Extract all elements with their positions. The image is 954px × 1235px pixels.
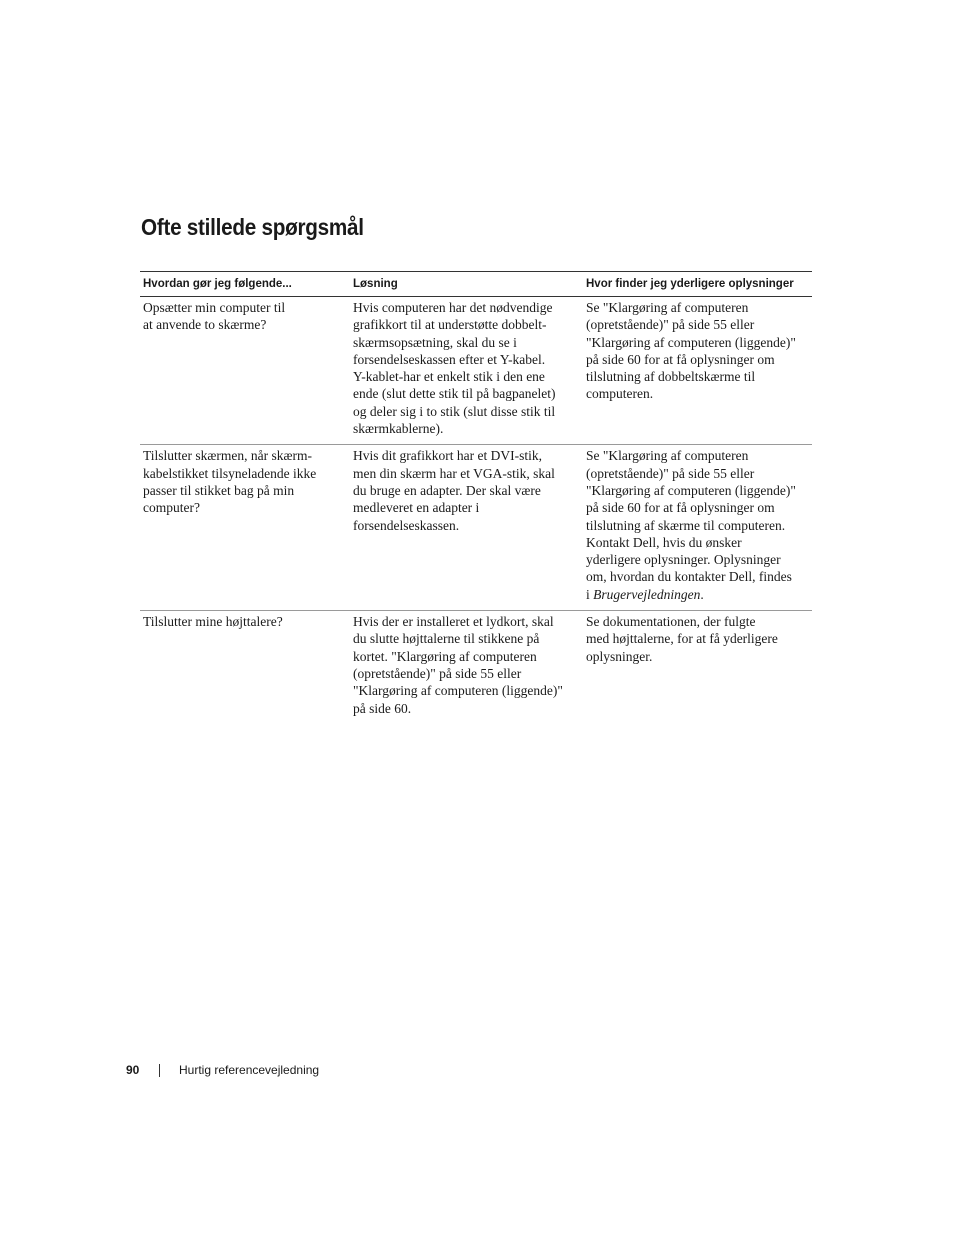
info-cell (583, 611, 812, 724)
text-line: computeren. (586, 386, 654, 402)
text-line: (opretstående)" på side 55 eller (353, 665, 522, 681)
text-line: yderligere oplysninger. Oplysninger (586, 552, 781, 568)
question-cell (140, 445, 350, 611)
header-row (140, 272, 812, 297)
header-info: Hvor finder jeg yderligere oplysninger (583, 272, 812, 297)
text-line: du bruge en adapter. Der skal være (353, 482, 541, 498)
text-line: Kontakt Dell, hvis du ønsker (586, 534, 742, 550)
text-line: på side 60. (353, 700, 412, 716)
text-line: skærmkablerne). (353, 421, 444, 437)
text-line: Se "Klargøring af computeren (586, 300, 749, 315)
text-line: medleveret en adapter i (353, 500, 480, 516)
faq-table (140, 271, 812, 724)
text-line: Opsætter min computer til (143, 300, 286, 315)
text-line: på side 60 for at få oplysninger om (586, 500, 775, 516)
page-title: Ofte stillede spørgsmål (141, 214, 364, 240)
text-line: med højttalerne, for at få yderligere (586, 631, 778, 647)
table-row (140, 445, 812, 611)
text-line: grafikkort til at understøtte dobbelt- (353, 317, 547, 333)
table-row (140, 611, 812, 724)
text-line: Hvis der er installeret et lydkort, skal (353, 614, 554, 630)
text-line: Tilslutter mine højttalere? (143, 614, 283, 630)
text-line: forsendelseskassen. (353, 517, 460, 533)
solution-cell (350, 297, 583, 445)
question-cell (140, 611, 350, 724)
text-line: tilslutning af skærme til computeren. (586, 517, 786, 533)
table-row (140, 297, 812, 445)
text-line: Y-kablet-har et enkelt stik i den ene (353, 369, 545, 385)
text-line (586, 586, 809, 603)
header-solution: Løsning (350, 272, 583, 297)
text-line: men din skærm har et VGA-stik, skal (353, 465, 555, 481)
text-line: computer? (143, 500, 200, 516)
text-line: Se "Klargøring af computeren (586, 448, 749, 464)
info-cell (583, 297, 812, 445)
solution-cell (350, 611, 583, 724)
page-footer (126, 1063, 320, 1077)
question-cell (140, 297, 350, 445)
footer-divider (159, 1064, 160, 1077)
text-line: på side 60 for at få oplysninger om (586, 351, 775, 367)
footer-title: Hurtig referencevejledning (179, 1063, 320, 1077)
text-line: forsendelseskassen efter et Y-kabel. (353, 351, 546, 367)
page-number: 90 (126, 1063, 140, 1077)
text-line: at anvende to skærme? (143, 317, 267, 333)
text-line: Tilslutter skærmen, når skærm- (143, 448, 313, 464)
text-line: (opretstående)" på side 55 eller (586, 465, 755, 481)
manual-reference: Brugervejledningen (593, 586, 701, 602)
text-line: "Klargøring af computeren (liggende)" (586, 482, 796, 498)
text-line: passer til stikket bag på min (143, 482, 295, 498)
text-line: "Klargøring af computeren (liggende)" (353, 683, 563, 699)
header-question: Hvordan gør jeg følgende... (140, 272, 350, 297)
text-line: Hvis computeren har det nødvendige (353, 300, 553, 315)
text-line: (opretstående)" på side 55 eller (586, 317, 755, 333)
text-line: om, hvordan du kontakter Dell, findes (586, 569, 792, 585)
text-line: kabelstikket tilsyneladende ikke (143, 465, 317, 481)
text-line: oplysninger. (586, 648, 653, 664)
text-line: "Klargøring af computeren (liggende)" (586, 334, 796, 350)
text-fragment: . (700, 586, 704, 602)
text-line: og deler sig i to stik (slut disse stik til (353, 403, 556, 419)
text-line: Hvis dit grafikkort har et DVI-stik, (353, 448, 542, 464)
text-line: ende (slut dette stik til på bagpanelet) (353, 386, 556, 402)
info-cell (583, 445, 812, 611)
text-line: kortet. "Klargøring af computeren (353, 648, 537, 664)
text-line: tilslutning af dobbeltskærme til (586, 369, 756, 385)
faq-table-header (140, 272, 812, 297)
text-fragment: i (586, 586, 594, 602)
text-line: Se dokumentationen, der fulgte (586, 614, 756, 630)
text-line: du slutte højttalerne til stikkene på (353, 631, 540, 647)
text-line: skærmsopsætning, skal du se i (353, 334, 517, 350)
solution-cell (350, 445, 583, 611)
